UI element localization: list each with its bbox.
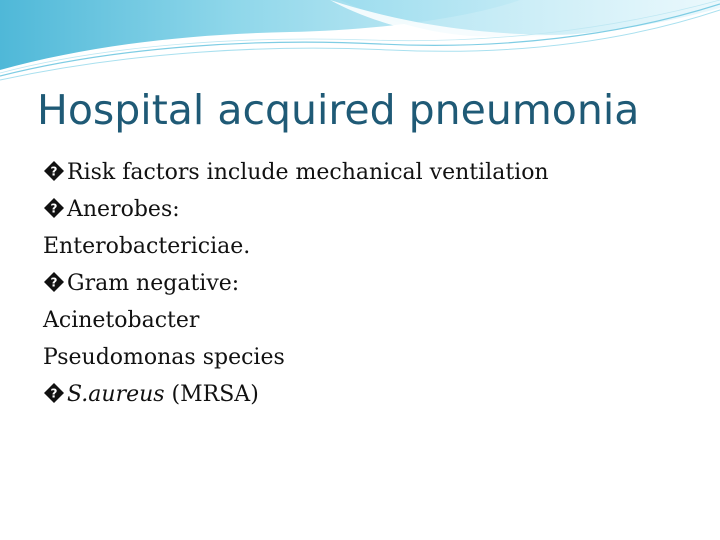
list-item-text: Gram negative: <box>67 271 240 296</box>
list-item <box>43 265 683 302</box>
replacement-character-icon <box>43 160 65 182</box>
list-item-text: Anerobes: <box>67 197 180 222</box>
bullet-list <box>43 154 683 413</box>
list-item-text: Risk factors include mechanical ventilation <box>67 160 549 185</box>
list-item <box>43 228 683 265</box>
list-item-text: (MRSA) <box>164 382 259 407</box>
svg-text:?: ? <box>50 201 58 216</box>
replacement-character-icon <box>43 271 65 293</box>
list-item-text: Pseudomonas species <box>43 345 285 370</box>
list-item <box>43 191 683 228</box>
list-item <box>43 376 683 413</box>
header-wave-decoration <box>0 0 720 90</box>
list-item-text: Acinetobacter <box>43 308 200 333</box>
list-item-text: Enterobactericiae. <box>43 234 251 259</box>
svg-text:?: ? <box>50 164 58 179</box>
replacement-character-icon <box>43 197 65 219</box>
slide-title: Hospital acquired pneumonia <box>37 86 640 134</box>
list-item <box>43 339 683 376</box>
svg-text:?: ? <box>50 386 58 401</box>
species-name: S.aureus <box>67 382 165 407</box>
list-item <box>43 302 683 339</box>
list-item <box>43 154 683 191</box>
replacement-character-icon <box>43 382 65 404</box>
svg-text:?: ? <box>50 275 58 290</box>
